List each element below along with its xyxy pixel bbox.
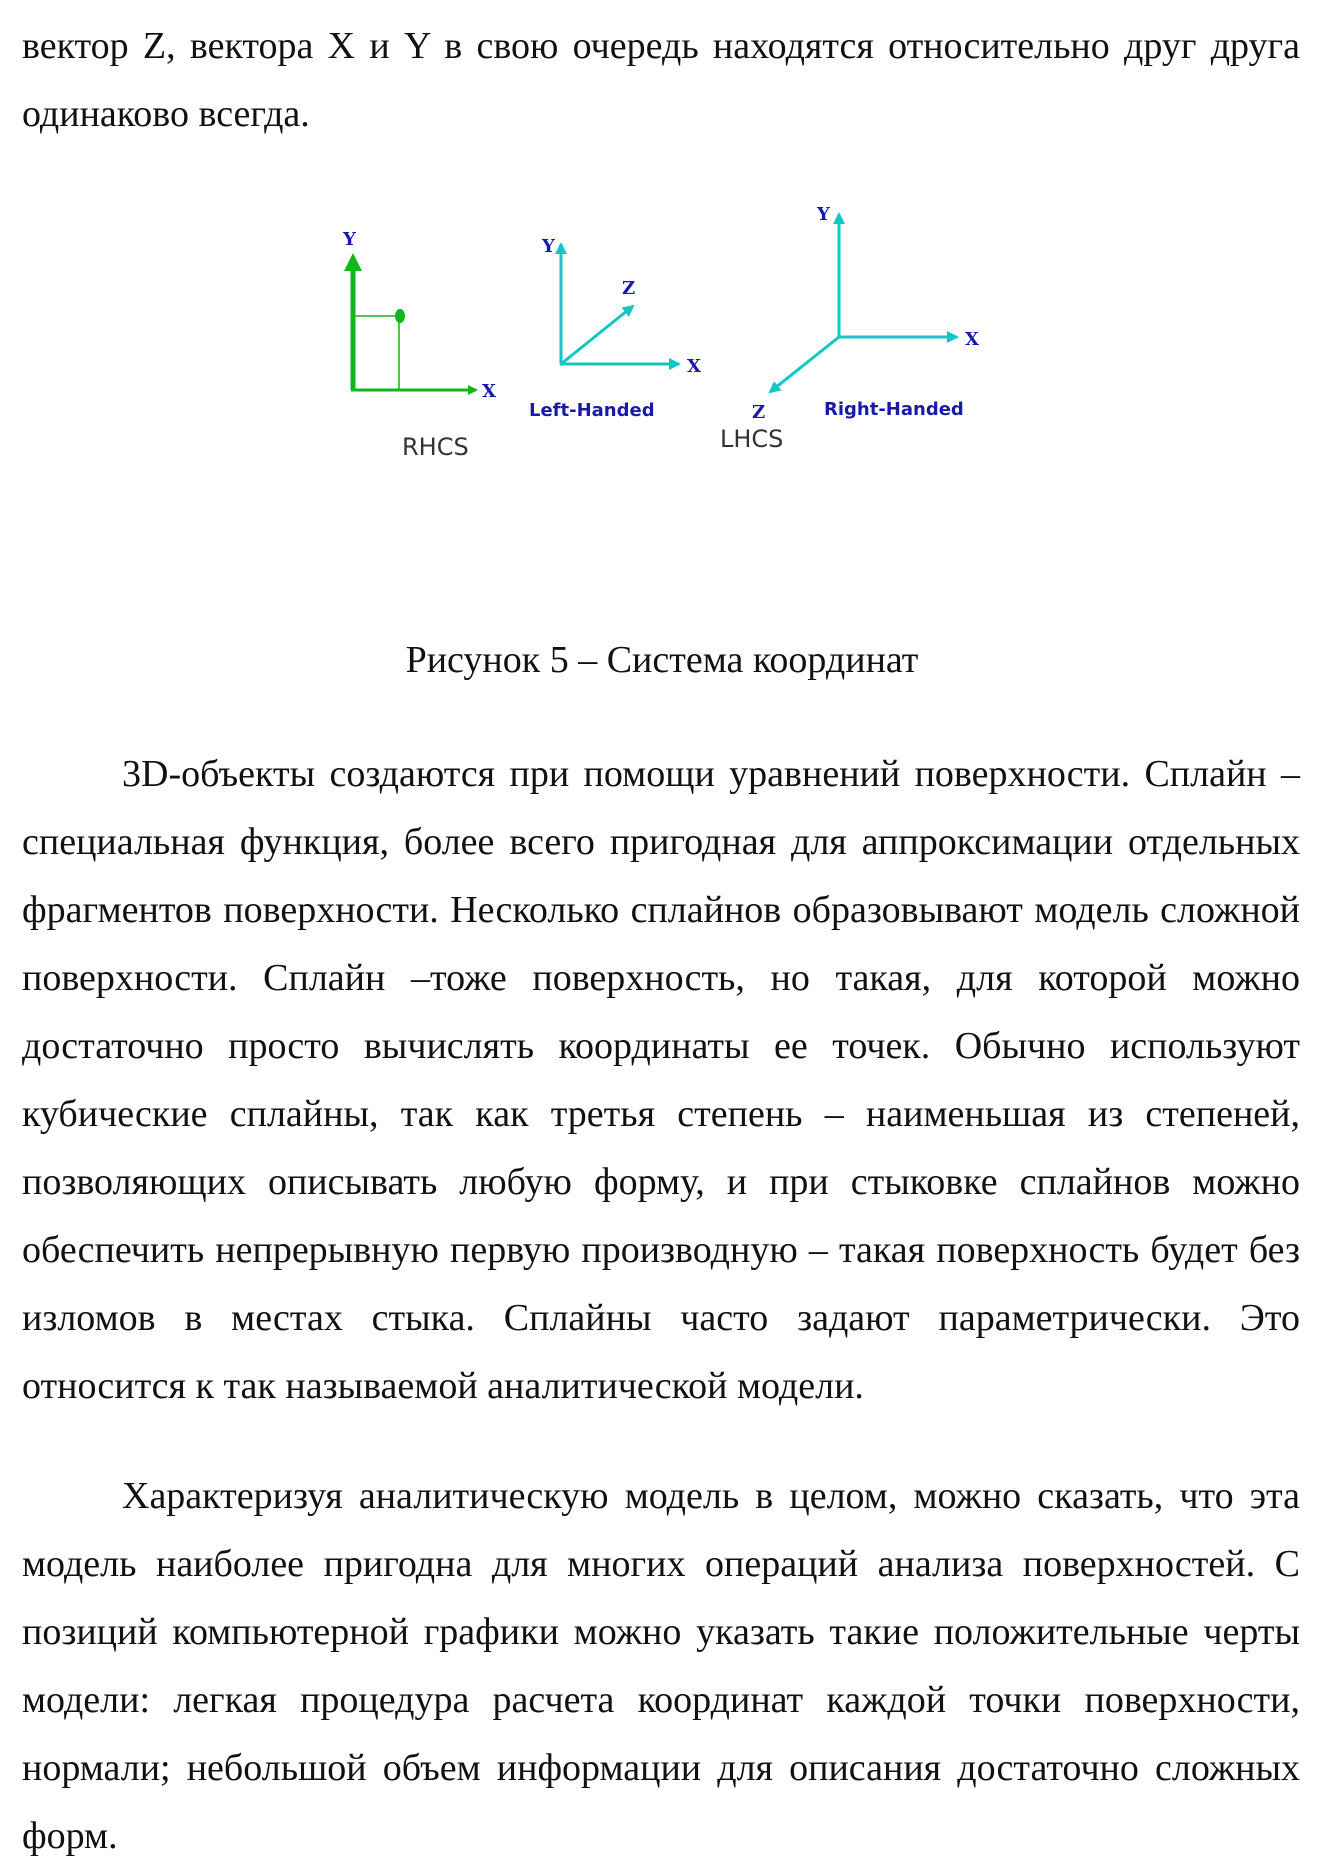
lh-caption: Left-Handed	[529, 400, 655, 421]
coordinate-systems-figure	[320, 204, 1100, 560]
lhcs-caption: LHCS	[720, 425, 784, 453]
rhcs-y-label: Y	[343, 229, 356, 250]
right-handed-diagram	[752, 204, 979, 423]
paragraph-intro: вектор Z, вектора X и Y в свою очередь находятся относительно друг друга одинаково всегда.	[22, 25, 1300, 135]
paragraph-analytic-model: Характеризуя аналитическую модель в целом, можно сказать, что эта модель наиболее пригодна для многих операций анализа поверхностей. С позиций компьютерной графики можно указать такие положительные черты модели: легкая процедура расчета координат каждой точки поверхности, нормали; небольшой объем информации для описания достаточно сложных форм.	[22, 1475, 1300, 1857]
rhcs-x-label: X	[482, 381, 496, 402]
lh-y-label: Y	[542, 236, 555, 257]
lh-z-axis	[561, 306, 633, 364]
rh-caption: Right-Handed	[824, 399, 964, 420]
rh-z-label: Z	[752, 402, 766, 423]
left-handed-diagram	[529, 236, 701, 421]
rhcs-caption: RHCS	[402, 433, 469, 461]
rhcs-diagram	[342, 229, 496, 461]
figure-caption: Рисунок 5 – Система координат	[405, 639, 919, 681]
coordinate-systems-diagram	[320, 204, 1100, 560]
rh-y-label: Y	[817, 204, 830, 225]
rhcs-point	[395, 309, 405, 323]
lh-z-label: Z	[622, 278, 636, 299]
rh-z-axis	[770, 337, 839, 392]
paragraph-3d-objects: 3D-объекты создаются при помощи уравнений поверхности. Сплайн – специальная функция, более всего пригодная для аппроксимации отдельных фрагментов поверхности. Несколько сплайнов образовывают модель сложной поверхности. Сплайн –тоже поверхность, но такая, для которой можно достаточно просто вычислять координаты ее точек. Обычно используют кубические сплайны, так как третья степень – наименьшая из степеней, позволяющих описывать любую форму, и при стыковке сплайнов можно обеспечить непрерывную первую производную – такая поверхность будет без изломов в местах стыка. Сплайны часто задают параметрически. Это относится к так называемой аналитической модели.	[22, 753, 1300, 1407]
lh-x-label: X	[687, 356, 701, 377]
rh-x-label: X	[965, 329, 979, 350]
